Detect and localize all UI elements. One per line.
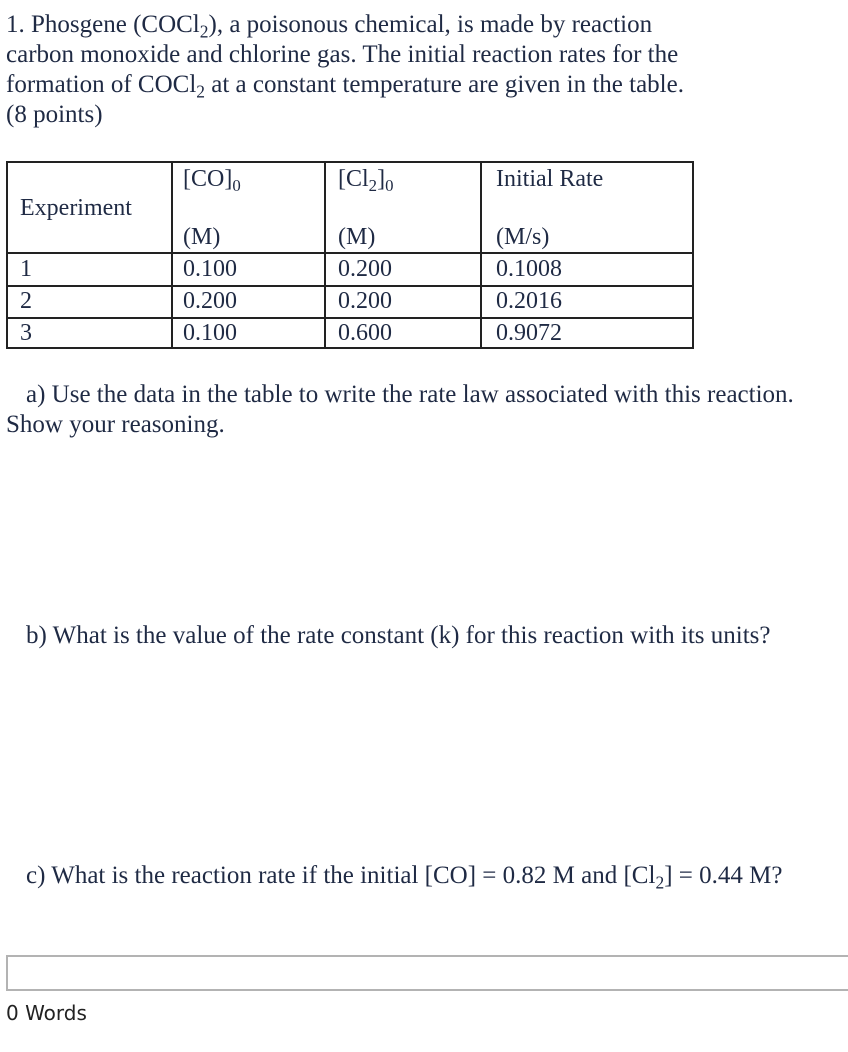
question-line: ), a poisonous chemical, is made by reaction — [208, 11, 653, 38]
unit-cl2: (M) — [338, 224, 376, 250]
question-text — [6, 10, 806, 130]
row-1-co: 0.100 — [183, 256, 237, 282]
part-c-prompt: c) What is the reaction rate if the initial [CO] = 0.82 M and $[Cl_2] = 0.44$ M? — [26, 862, 783, 893]
header-cl2: $[Cl_2]_0$ — [338, 166, 394, 196]
row-3-rate: 0.9072 — [496, 320, 562, 346]
table-divider — [480, 163, 482, 347]
table-divider — [324, 163, 326, 347]
header-initial-rate: Initial Rate — [496, 166, 604, 192]
rate-data-table — [6, 161, 694, 349]
row-2-cl2: 0.200 — [338, 288, 392, 314]
answer-field[interactable] — [6, 955, 848, 991]
subscript: 2 — [199, 21, 209, 42]
header-experiment: Experiment — [20, 195, 132, 221]
subscript: 2 — [196, 81, 206, 102]
question-line: 1. Phosgene (COCl — [6, 11, 200, 38]
row-1-rate: 0.1008 — [496, 256, 562, 282]
word-count: 0 Words — [6, 1001, 87, 1025]
row-3-experiment: 3 — [20, 320, 32, 346]
answer-input[interactable] — [8, 957, 848, 989]
table-divider — [171, 163, 173, 347]
row-3-cl2: 0.600 — [338, 320, 392, 346]
question-line: formation of COCl — [6, 71, 197, 98]
row-2-rate: 0.2016 — [496, 288, 562, 314]
part-a-prompt: a) Use the data in the table to write the rate law associated with this reaction. Show your reasoning. — [6, 381, 794, 438]
row-2-experiment: 2 — [20, 288, 32, 314]
points-label: (8 points) — [6, 101, 103, 128]
row-1-cl2: 0.200 — [338, 256, 392, 282]
header-co: $[CO]_0$ — [183, 166, 241, 196]
table-divider — [8, 252, 692, 254]
row-1-experiment: 1 — [20, 256, 32, 282]
question-line: carbon monoxide and chlorine gas. The initial reaction rates for the — [6, 41, 679, 68]
row-3-co: 0.100 — [183, 320, 237, 346]
unit-co: (M) — [183, 224, 221, 250]
part-b-prompt: b) What is the value of the rate constant (k) for this reaction with its units? — [26, 622, 771, 649]
question-line: at a constant temperature are given in the table. — [205, 71, 684, 98]
row-2-co: 0.200 — [183, 288, 237, 314]
unit-rate: (M/s) — [496, 224, 550, 250]
